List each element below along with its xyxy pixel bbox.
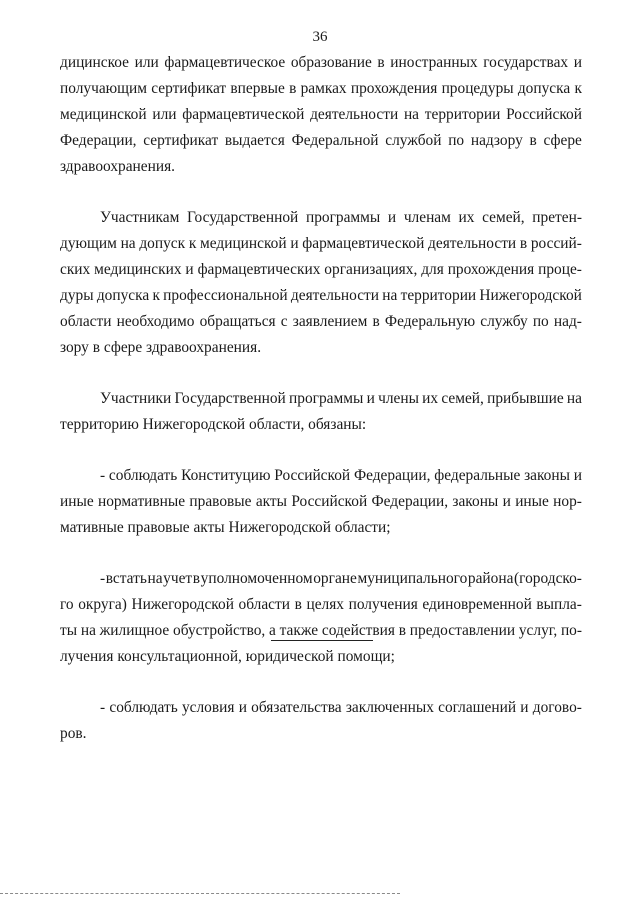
text-line: здравоохранения. [60,158,176,175]
paragraph-gap [60,361,582,386]
text-line: - соблюдать Конституцию Российской Федерации, федеральные законы и [100,467,582,484]
text-line: ров. [60,725,87,742]
paragraph [60,566,582,670]
paragraph [60,463,582,541]
text-line: мативные правовые акты Нижегородской области; [60,519,391,536]
text-line: территорию Нижегородской области, обязаны: [60,416,367,433]
paragraph [60,205,582,361]
text-line: ских медицинских и фармацевтических организациях, для прохождения проце- [60,261,582,278]
paragraph-gap [60,541,582,566]
text-line: медицинской или фармацевтической деятельности на территории Российской [60,106,582,123]
text-line: го округа) Нижегородской области в целях получения единовременной выпла- [60,596,582,613]
text-line: - соблюдать условия и обязательства заключенных соглашений и догово- [100,699,582,716]
text-line: дицинское или фармацевтическое образование в иностранных государствах и [60,54,582,71]
document-body [60,50,582,747]
text-line: Федерации, сертификат выдается Федеральной службой по надзору в сфере [60,132,582,149]
paragraph [60,50,582,180]
paragraph [60,386,582,438]
text-line: получающим сертификат впервые в рамках прохождения процедуры допуска к [60,80,582,97]
text-line: Участники Государственной программы и члены их семей, прибывшие на [100,390,582,407]
paragraph-gap [60,180,582,205]
scan-edge-line [0,893,400,894]
text-line: ты на жилищное обустройство, а также содействия в предоставлении услуг, по- [60,622,582,639]
text-line: - встать на учет в уполномоченном органе муниципального района (городско- [100,570,582,587]
paragraph-gap [60,670,582,695]
page-number: 36 [312,29,328,45]
text-line: лучения консультационной, юридической помощи; [60,648,395,665]
end-of-text-rule [271,640,373,641]
text-line: дуры допуска к профессиональной деятельности на территории Нижегородской [60,287,582,304]
paragraph [60,695,582,747]
text-line: дующим на допуск к медицинской и фармацевтической деятельности в россий- [60,235,582,252]
text-line: иные нормативные правовые акты Российской Федерации, законы и иные нор- [60,493,582,510]
text-line: области необходимо обращаться с заявлением в Федеральную службу по над- [60,313,582,330]
text-line: зору в сфере здравоохранения. [60,339,262,356]
text-line: Участникам Государственной программы и членам их семей, претен- [100,209,582,226]
paragraph-gap [60,438,582,463]
